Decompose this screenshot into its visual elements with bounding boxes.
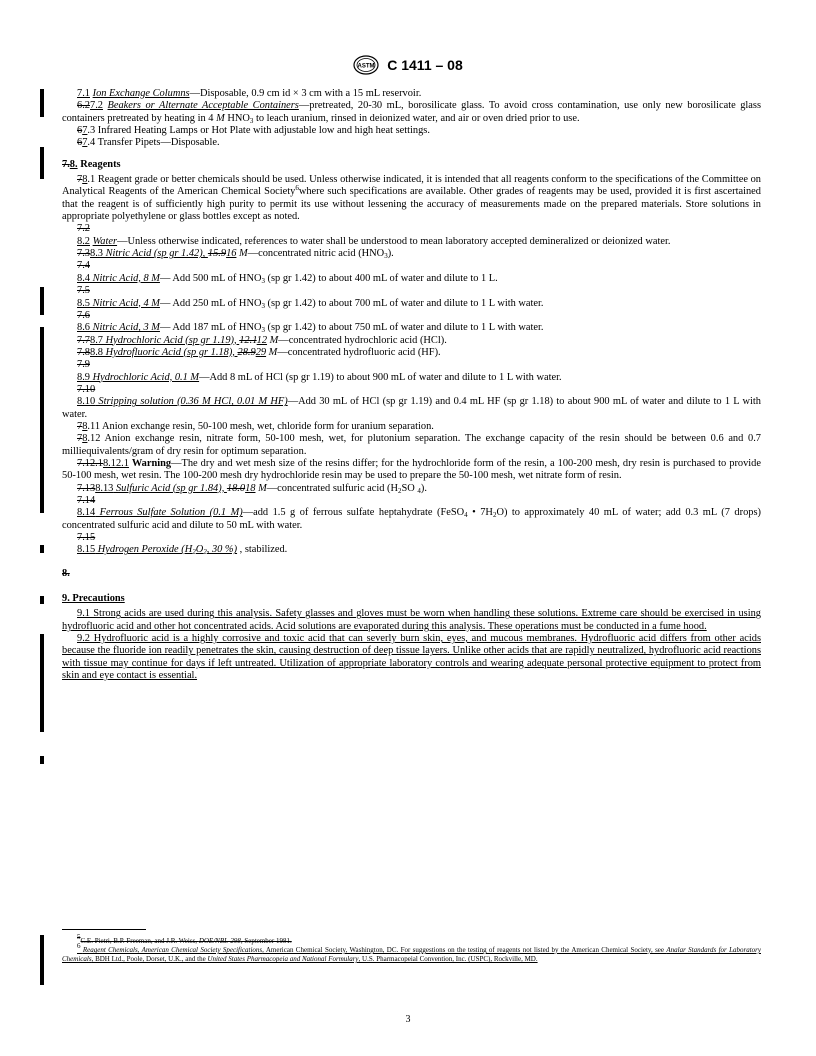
paragraph-9-2: 9.2 Hydrofluoric acid is a highly corrosive and toxic acid that can severly burn skin, eyes, and mucous membranes. Hydrofluoric acid differs from other acids because the fluoride ion readily penetrates the skin, causing destruction of deep tissue layers. Unlike other acids that are rapidly neutralized, hydrofluoric acid reactions with tissue may continue for days if left untreated. Utilization of appropriate laboratory controls and wearing adequate personal protective equipment to protect from skin and eye contact is essential. (62, 633, 761, 682)
change-bar (40, 89, 44, 117)
footnotes (62, 933, 761, 964)
paragraph-8-3: 7.38.3 Nitric Acid (sp gr 1.42), 15.916 M—concentrated nitric acid $(HNO_3)$. (77, 248, 394, 261)
paragraph-8-5: 8.5 Nitric Acid, 4 M— Add 250 mL of $HNO_3$ (sp gr 1.42) to about 700 mL of water and dilute to 1 L with water. (77, 297, 544, 310)
change-bar (40, 756, 44, 764)
deleted-7-5: 7.5 (77, 285, 90, 297)
paragraph-8-4: 8.4 Nitric Acid, 8 M— Add 500 mL of $HNO_3$ (sp gr 1.42) to about 400 mL of water and dilute to 1 L. (77, 272, 498, 285)
paragraph-9-1: 9.1 Strong acids are used during this analysis. Safety glasses and gloves must be worn when handling these solutions. Extreme care should be exercised in using hydrofluoric acid and other hot concentrated acids. Acid solutions are evaporated during this analysis. These operations must be conducted in a fume hood. (62, 608, 761, 632)
change-bar (40, 935, 44, 985)
paragraph-7-2: 6.27.2 Beakers or Alternate Acceptable Containers—pretreated, 20-30 mL, borosilicate glass. To avoid cross contamination, use only new borosilicate glass containers pretreated by heating in 4 M $HNO_3$ to leach uranium, rinsed in deionized water, and air or oven dried prior to use. (62, 100, 762, 125)
astm-logo-icon (353, 55, 379, 75)
paragraph-7-1: 7.1 Ion Exchange Columns—Disposable, 0.9 cm id × 3 cm with a 15 mL reservoir. (77, 88, 422, 99)
section-heading-reagents: 7.8. Reagents (62, 158, 121, 170)
deleted-7-2: 7.2 (77, 223, 90, 235)
paragraph-8-9: 8.9 Hydrochloric Acid, 0.1 M—Add 8 mL of HCl (sp gr 1.19) to about 900 mL of water and dilute to 1 L with water. (77, 371, 562, 383)
paragraph-8-6: 8.6 Nitric Acid, 3 M— Add 187 mL of $HNO_3$ (sp gr 1.42) to about 750 mL of water and dilute to 1 L with water. (77, 322, 544, 335)
deleted-7-4: 7.4 (77, 260, 90, 272)
document-body (62, 88, 761, 682)
paragraph-8-12-1: 7.12.18.12.1 Warning—The dry and wet mesh size of the resins differ; for the hydrochloride form of the resin, a 100-200 mesh, dry resin is purchased to provide 50-100 mesh, wet resin. The 100-200 mesh dry hydrochloride resin may be used to prepare the 50-100 mesh, wet nitrate form of resin. (62, 457, 761, 482)
paragraph-8-12: 78.12 Anion exchange resin, nitrate form, 50-100 mesh, wet, for plutonium separation. The exchange capacity of the resin should be between 0.6 and 0.7 milliequivalents/gram of dry resin for optimum separation. (62, 433, 761, 457)
deleted-7-6: 7.6 (77, 309, 90, 321)
change-bar (40, 147, 44, 179)
deleted-7-14: 7.14 (77, 495, 96, 506)
paragraph-8-7: 7.78.7 Hydrochloric Acid (sp gr 1.19), 12.112 M—concentrated hydrochloric acid (HCl). (77, 334, 447, 346)
paragraph-8-8: 7.88.8 Hydrofluoric Acid (sp gr 1.18), 28.929 M—concentrated hydrofluoric acid (HF). (77, 346, 441, 358)
change-bar (40, 634, 44, 732)
deleted-7-9: 7.9 (77, 359, 90, 371)
paragraph-8-11: 78.11 Anion exchange resin, 50-100 mesh, wet, chloride form for uranium separation. (77, 420, 434, 432)
paragraph-8-1: 78.1 Reagent grade or better chemicals should be used. Unless otherwise indicated, it is intended that all reagents conform to the specifications of the Committee on Analytical Reagents of the American Chemical Society$^6$where such specifications are available. Other grades of reagents may be used, provided it is first ascertained that the reagent is of sufficiently high purity to permit its use without lessening the accuracy of measurements made on the prepared materials. Store solutions in appropriate polyethylene or glass bottles except as noted. (62, 174, 761, 223)
footnote-rule (62, 929, 146, 930)
page-header (0, 55, 816, 75)
footnote-6: $^6$ Reagent Chemicals, American Chemical Society Specifications, American Chemical Society, Washington, DC. For suggestions on the testing of reagents not listed by the American Chemical Society, see Analar Standards for Laboratory Chemicals, BDH Ltd., Poole, Dorset, U.K., and the United States Pharmacopeia and National Formulary, U.S. Pharmacopeial Convention, Inc. (USPC), Rockville, MD. (62, 942, 761, 963)
document-designation: C 1411 – 08 (387, 57, 463, 73)
paragraph-8-14: 8.14 Ferrous Sulfate Solution (0.1 M)—add 1.5 g of ferrous sulfate heptahydrate (FeSO$_4$ • $7H_2O$) to approximately 40 mL of water; add 0.3 mL (7 drops) concentrated sulfuric acid and dilute to 50 mL with water. (62, 507, 761, 531)
svg-text:ASTM: ASTM (357, 63, 375, 70)
change-bar (40, 596, 44, 604)
deleted-7-10: 7.10 (77, 383, 96, 395)
change-bar (40, 327, 44, 513)
page-number: 3 (405, 1014, 411, 1025)
paragraph-7-3: 67.3 Infrared Heating Lamps or Hot Plate with adjustable low and high heat settings. (77, 125, 430, 137)
change-bar (40, 545, 44, 553)
section-heading-precautions: 9. Precautions (62, 593, 125, 605)
paragraph-7-4: 67.4 Transfer Pipets—Disposable. (77, 137, 220, 149)
paragraph-8-13: 7.138.13 Sulfuric Acid (sp gr 1.84), 18.018 M—concentrated sulfuric acid ($H_2SO$ $_4$). (77, 482, 427, 495)
paragraph-8-10: 8.10 Stripping solution (0.36 M HCl, 0.01 M HF)—Add 30 mL of HCl (sp gr 1.19) and 0.4 mL HF (sp gr 1.18) to about 900 mL of water and dilute to 1 L with water. (62, 396, 761, 420)
paragraph-8-15: 8.15 Hydrogen Peroxide ($H_2O_2$, 30 %) , stabilized. (77, 544, 288, 557)
deleted-7-15: 7.15 (77, 532, 96, 544)
paragraph-8-2: 8.2 Water—Unless otherwise indicated, references to water shall be understood to mean laboratory accepted demineralized or deionized water. (77, 235, 671, 247)
deleted-section-8: 8. (62, 567, 70, 579)
change-bar (40, 287, 44, 315)
footnote-5: $^5$C.E. Pietri, B.P. Freeman, and J.R. Weiss, DOE/NBL-298, September 1981. (77, 933, 292, 945)
